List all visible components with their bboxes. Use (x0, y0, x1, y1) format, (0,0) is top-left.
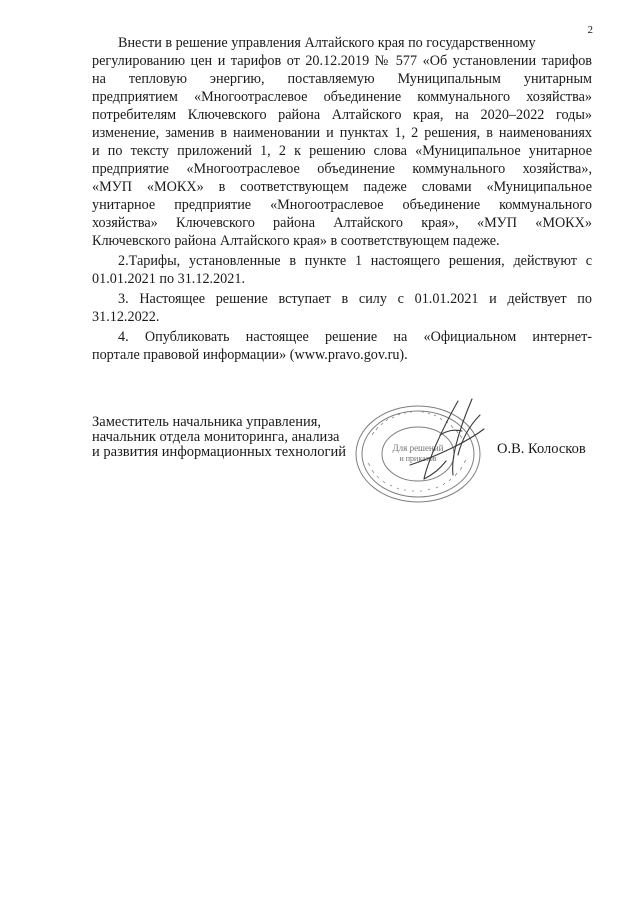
body-line-3: на тепловую энергию, поставляемую Муниципальным унитарным (92, 71, 592, 87)
body-line-16: 31.12.2022. (92, 309, 160, 325)
signatory-position-line-1: Заместитель начальника управления, (92, 414, 322, 430)
body-line-18: портале правовой информации» (www.pravo.gov.ru). (92, 347, 408, 363)
body-line-5: потребителям Ключевского района Алтайского края, на 2020–2022 годы» (92, 107, 592, 123)
body-line-17: 4. Опубликовать настоящее решение на «Официальном интернет- (118, 329, 592, 345)
signer-name: О.В. Колосков (497, 441, 586, 457)
body-line-2: регулированию цен и тарифов от 20.12.2019 № 577 «Об установлении тарифов (92, 53, 592, 69)
body-line-8: предприятие «Многоотраслевое объединение коммунального хозяйства», (92, 161, 592, 177)
body-line-4: предприятием «Многоотраслевое объединение коммунального хозяйства» (92, 89, 592, 105)
seal-inner-text-1: Для решений (392, 443, 444, 453)
body-line-14: 01.01.2021 по 31.12.2021. (92, 271, 246, 287)
body-line-6: изменение, заменив в наименовании и пунктах 1, 2 решения, в наименованиях (92, 125, 592, 141)
seal-inner-text-2: и приказов (399, 454, 437, 463)
signatory-position-line-3: и развития информационных технологий (92, 444, 347, 460)
body-line-7: и по тексту приложений 1, 2 к решению слова «Муниципальное унитарное (92, 143, 592, 159)
body-line-13: 2.Тарифы, установленные в пункте 1 настоящего решения, действуют с (118, 253, 592, 269)
body-line-10: унитарное предприятие «Многоотраслевое объединение коммунального (92, 197, 592, 213)
body-line-12: Ключевского района Алтайского края» в соответствующем падеже. (92, 233, 500, 249)
body-line-9: «МУП «МОКХ» в соответствующем падеже словами «Муниципальное (92, 179, 592, 195)
signatory-position-line-2: начальник отдела мониторинга, анализа (92, 429, 340, 445)
body-line-1: Внести в решение управления Алтайского края по государственному (118, 35, 536, 51)
body-line-11: хозяйства» Ключевского района Алтайского края», «МУП «МОКХ» (92, 215, 592, 231)
body-line-15: 3. Настоящее решение вступает в силу с 01.01.2021 и действует по (118, 291, 592, 307)
page-number: 2 (587, 24, 593, 36)
handwritten-signature (380, 395, 492, 490)
